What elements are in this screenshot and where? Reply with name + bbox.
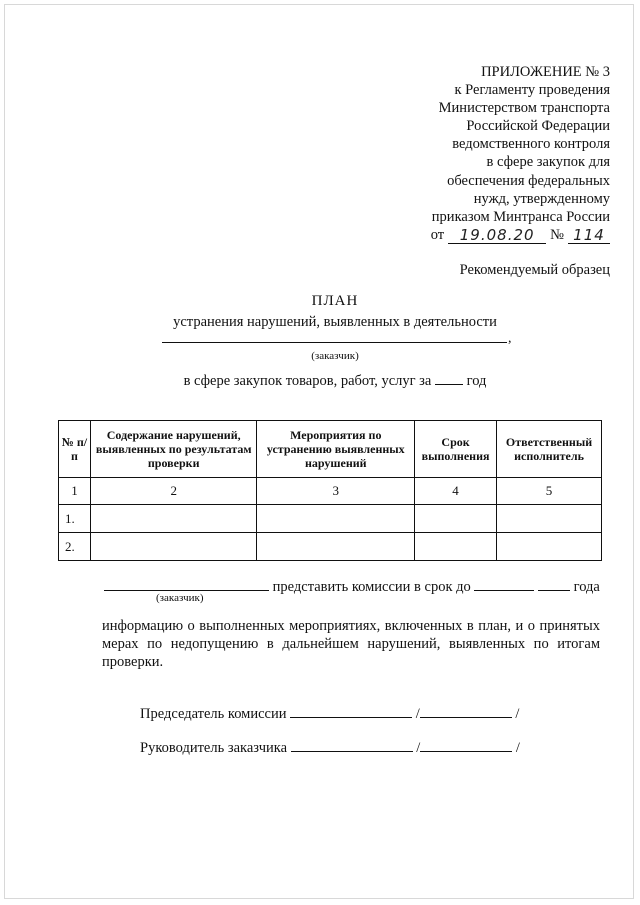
table-cell [497,505,602,533]
appendix-line: Министерством транспорта [438,100,610,117]
plan-title: ПЛАН [311,293,359,309]
info-paragraph: информацию о выполненных мероприятиях, включенных в план, и о принятых мерах по недопущению в дальнейшем нарушений, выявленных по итогам проверки. [102,618,600,670]
appendix-line: к Регламенту проведения [454,82,610,99]
column-number: 4 [415,478,497,505]
signature-label: Председатель комиссии [140,706,287,722]
appendix-line: приказом Минтранса России [431,208,610,225]
from-label: от [430,226,445,243]
submit-suffix: года [573,579,600,595]
table-row [59,505,602,533]
plan-table [58,420,602,561]
appendix-line: ведомственного контроля [452,136,610,153]
appendix-block [390,63,610,244]
order-date-number [390,226,610,244]
year-blank-2 [538,578,570,591]
appendix-line: Российской Федерации [466,118,610,135]
plan-subtitle: устранения нарушений, выявленных в деятельности [173,314,497,330]
customer-caption: (заказчик) [311,350,359,362]
signature-separator: / [416,740,421,756]
year-line [0,372,640,390]
signature-end: / [515,706,520,722]
submit-caption: (заказчик) [156,592,204,604]
column-number-row [59,478,602,505]
name-blank [420,705,512,718]
table-cell [415,505,497,533]
signature-chairman [140,705,519,723]
appendix-line: нужд, утвержденному [473,190,610,207]
signature-end: / [515,740,520,756]
header-measures: Мероприятия по устранению выявленных нарушений [257,421,415,478]
appendix-line: обеспечения федеральных [447,172,610,189]
appendix-line: ПРИЛОЖЕНИЕ № 3 [481,64,610,80]
header-deadline: Срок выполнения [415,421,497,478]
table-row [59,533,602,561]
table-cell [257,505,415,533]
signature-separator: / [415,706,420,722]
column-number: 2 [90,478,257,505]
signature-blank [290,705,412,718]
column-number: 3 [257,478,415,505]
signature-blank [291,739,413,752]
customer-blank-line [162,342,507,343]
comma: , [508,331,512,346]
number-label: № [550,226,564,243]
column-number: 5 [497,478,602,505]
handwritten-number: 114 [568,227,610,244]
header-number: № п/п [59,421,91,478]
row-number: 1. [59,505,91,533]
table-cell [415,533,497,561]
day-month-blank [474,578,534,591]
submit-text: представить комиссии в срок до [272,579,471,595]
table-header-row [59,421,602,478]
name-blank [420,739,512,752]
year-prefix: в сфере закупок товаров, работ, услуг за [183,373,432,389]
handwritten-date: 19.08.20 [448,227,546,244]
table-cell [257,533,415,561]
signature-label: Руководитель заказчика [140,740,288,756]
sample-label: Рекомендуемый образец [459,262,610,278]
table-cell [497,533,602,561]
column-number: 1 [59,478,91,505]
appendix-line: в сфере закупок для [486,154,610,171]
table-cell [90,505,257,533]
table-cell [90,533,257,561]
header-violations: Содержание нарушений, выявленных по результатам проверки [90,421,257,478]
year-blank [435,372,463,385]
row-number: 2. [59,533,91,561]
header-responsible: Ответственный исполнитель [497,421,602,478]
year-suffix: год [466,373,487,389]
signature-head [140,739,520,757]
customer-blank [104,578,269,591]
